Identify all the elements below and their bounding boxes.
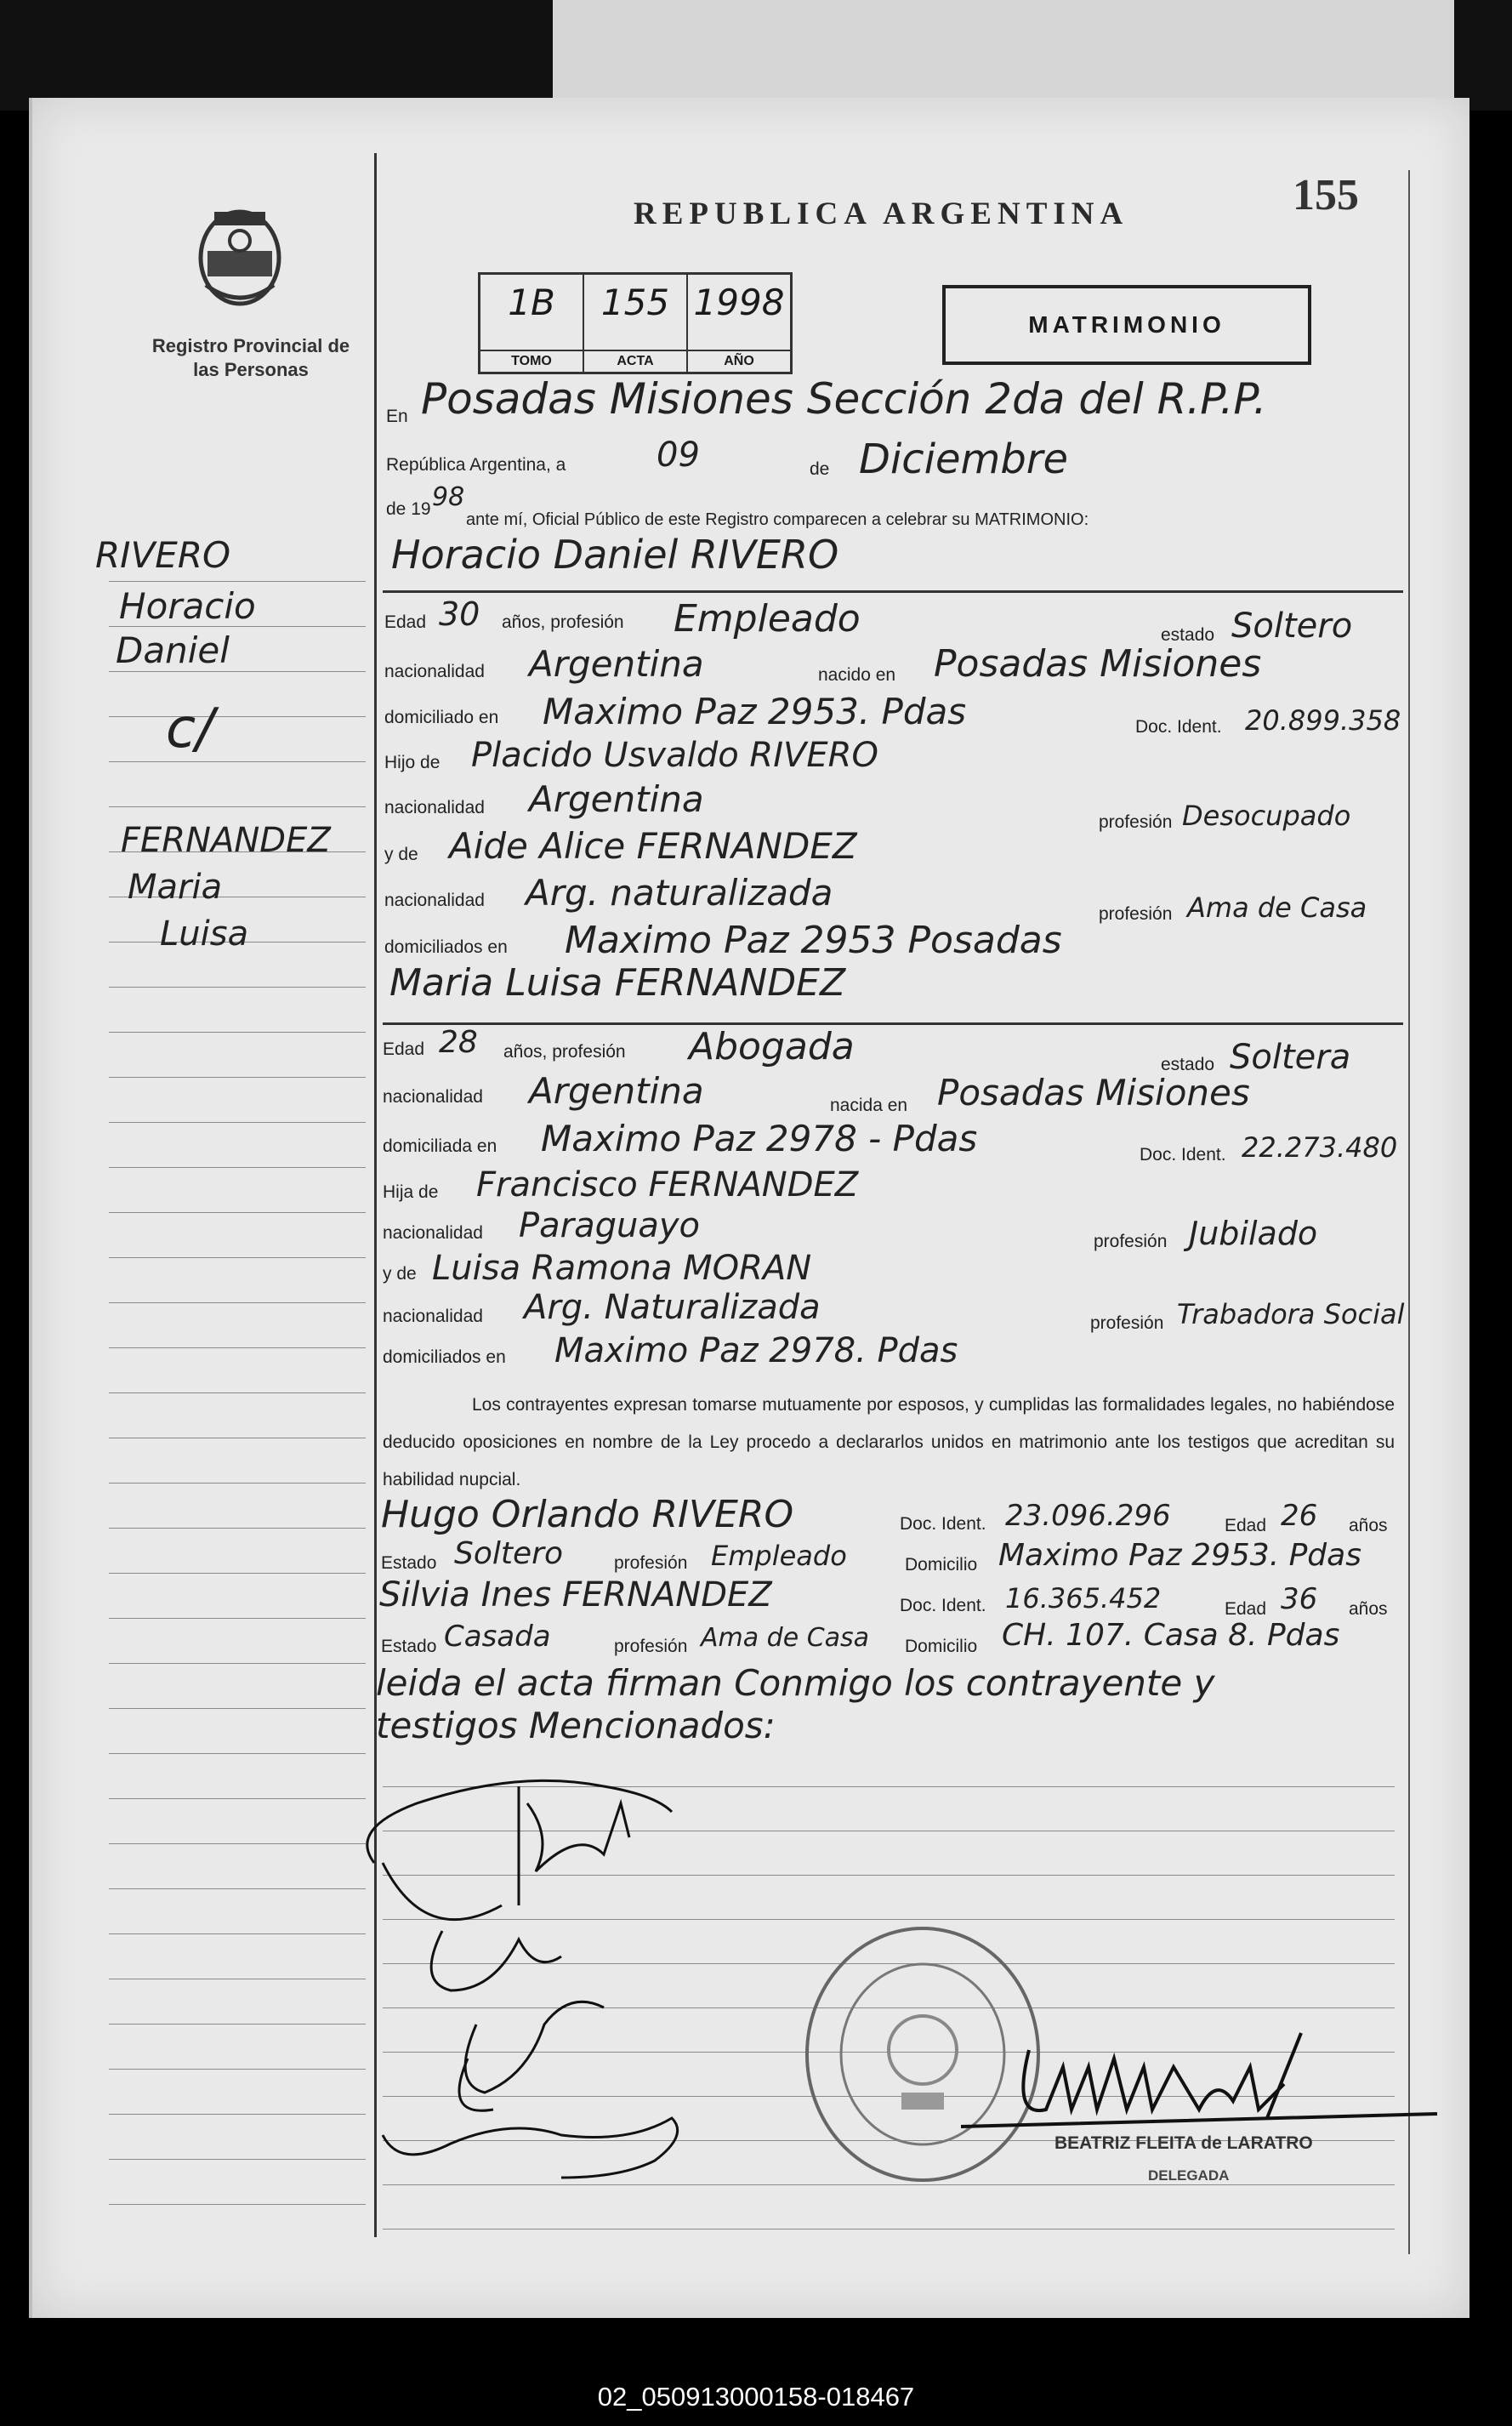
- ano-value: 1998: [693, 282, 785, 323]
- ruled-line: [109, 2204, 366, 2205]
- groom-nationality: Argentina: [529, 643, 704, 685]
- groom-profesion-label: años, profesión: [502, 612, 624, 632]
- ruled-line: [109, 1753, 366, 1754]
- witness2-edad-label: Edad: [1225, 1599, 1267, 1619]
- groom-mother-nationality: Arg. naturalizada: [526, 872, 833, 914]
- witness1-address: Maximo Paz 2953. Pdas: [998, 1538, 1361, 1573]
- groom-birthplace: Posadas Misiones: [934, 642, 1262, 686]
- bride-hija-label: Hija de: [383, 1182, 439, 1202]
- ruled-line: [109, 806, 366, 807]
- file-code: 02_050913000158-018467: [597, 2382, 915, 2412]
- bride-mother-profession: Trabadora Social: [1177, 1298, 1405, 1330]
- place-value: Posadas Misiones Sección 2da del R.P.P.: [421, 374, 1267, 424]
- coat-of-arms-icon: [189, 200, 291, 310]
- ruled-line: [109, 581, 366, 582]
- ruled-line: [109, 1573, 366, 1574]
- ruled-line: [109, 1077, 366, 1078]
- bride-father-profession: Jubilado: [1189, 1215, 1318, 1252]
- witness1-age: 26: [1281, 1499, 1318, 1533]
- declaration-text: Los contrayentes expresan tomarse mutuamente por esposos, y cumplidas las formalidades legales, no habiéndose deducido oposiciones en nombre de la Ley procedo a declararlos unidos en matrimonio ante los testigos que acreditan su habilidad nupcial.: [383, 1395, 1395, 1489]
- year-prefix: de 19: [386, 499, 431, 519]
- acta-cell: [584, 275, 688, 372]
- ruled-line: [109, 1933, 366, 1934]
- witness1-anos-label: años: [1349, 1516, 1388, 1535]
- groom-mother-profession: Ama de Casa: [1187, 891, 1367, 924]
- record-type-box: MATRIMONIO: [942, 285, 1311, 365]
- ruled-line: [383, 2229, 1395, 2230]
- section-divider: [383, 590, 1403, 593]
- witness2-address: CH. 107. Casa 8. Pdas: [1002, 1618, 1340, 1653]
- year-suffix: 98: [432, 482, 465, 512]
- groom-address: Maximo Paz 2953. Pdas: [543, 691, 967, 732]
- tomo-value: 1B: [508, 282, 555, 323]
- witness2-profession: Ama de Casa: [701, 1623, 870, 1653]
- margin-bride-name-1: Maria: [128, 868, 223, 907]
- paper-background: [553, 0, 1454, 102]
- bride-full-name: Maria Luisa FERNANDEZ: [389, 961, 846, 1005]
- groom-father-prof-label: profesión: [1099, 812, 1173, 832]
- right-rule: [1408, 170, 1410, 2254]
- witness1-doc: 23.096.296: [1005, 1499, 1171, 1533]
- bride-profesion-label: años, profesión: [503, 1042, 626, 1062]
- ruled-line: [109, 716, 366, 717]
- bride-doc-label: Doc. Ident.: [1140, 1145, 1226, 1165]
- witness2-civil-status: Casada: [444, 1620, 551, 1654]
- bride-civil-status: Soltera: [1230, 1038, 1351, 1077]
- bride-age: 28: [439, 1025, 478, 1060]
- acta-label: ACTA: [584, 350, 686, 372]
- ruled-line: [109, 1302, 366, 1303]
- groom-father: Placido Usvaldo RIVERO: [471, 736, 878, 775]
- intro-statement: ante mí, Oficial Público de este Registro comparecen a celebrar su MATRIMONIO:: [466, 510, 1089, 529]
- groom-estado-label: estado: [1161, 625, 1215, 645]
- ruled-line: [109, 987, 366, 988]
- bride-domicilio-label: domiciliada en: [383, 1136, 497, 1156]
- day-value: 09: [657, 436, 700, 475]
- closing-line-1: leida el acta firman Conmigo los contrayente y: [376, 1662, 1215, 1704]
- republica-label: República Argentina, a: [386, 455, 566, 475]
- bride-nacionalidad-label: nacionalidad: [383, 1087, 483, 1107]
- ruled-line: [109, 1167, 366, 1168]
- ruled-line: [109, 2024, 366, 2025]
- bride-mother: Luisa Ramona MORAN: [432, 1249, 812, 1288]
- margin-bride-name-2: Luisa: [160, 914, 249, 954]
- bride-parents-dom-label: domiciliados en: [383, 1347, 506, 1367]
- witness2-anos-label: años: [1349, 1599, 1388, 1619]
- witness1-civil-status: Soltero: [454, 1536, 563, 1571]
- groom-edad-label: Edad: [384, 612, 427, 632]
- groom-parents-dom-label: domiciliados en: [384, 937, 508, 957]
- margin-groom-surname: RIVERO: [95, 534, 231, 576]
- groom-mother: Aide Alice FERNANDEZ: [449, 825, 857, 867]
- bride-yde-label: y de: [383, 1264, 417, 1284]
- ruled-line: [109, 1663, 366, 1664]
- witness1-name: Hugo Orlando RIVERO: [381, 1493, 794, 1536]
- groom-yde-label: y de: [384, 845, 418, 864]
- officer-title: DELEGADA: [1148, 2167, 1230, 2184]
- groom-mother-prof-label: profesión: [1099, 904, 1173, 924]
- bride-father-prof-label: profesión: [1094, 1232, 1168, 1251]
- groom-hijo-label: Hijo de: [384, 753, 441, 772]
- bride-profession: Abogada: [689, 1025, 855, 1068]
- bride-address: Maximo Paz 2978 - Pdas: [541, 1118, 978, 1159]
- witness2-dom-label: Domicilio: [905, 1637, 978, 1656]
- ano-label: AÑO: [688, 350, 790, 372]
- folio-number: 155: [1293, 171, 1359, 219]
- bride-parents-address: Maximo Paz 2978. Pdas: [554, 1331, 958, 1370]
- de-label: de: [810, 459, 830, 479]
- ruled-line: [109, 1392, 366, 1393]
- witness2-prof-label: profesión: [614, 1637, 688, 1656]
- officer-signature: [961, 2016, 1446, 2144]
- section-divider-2: [383, 1022, 1403, 1025]
- witness1-dom-label: Domicilio: [905, 1555, 978, 1575]
- bride-estado-label: estado: [1161, 1055, 1215, 1074]
- ruled-line: [109, 1257, 366, 1258]
- bride-father-nac-label: nacionalidad: [383, 1223, 483, 1243]
- bride-nationality: Argentina: [529, 1070, 704, 1112]
- registry-name: Registro Provincial de las Personas: [151, 335, 350, 380]
- witness1-prof-label: profesión: [614, 1553, 688, 1573]
- groom-nacionalidad-label: nacionalidad: [384, 662, 485, 681]
- bride-edad-label: Edad: [383, 1039, 425, 1059]
- witness2-name: Silvia Ines FERNANDEZ: [379, 1575, 772, 1614]
- witness1-profession: Empleado: [711, 1540, 847, 1572]
- groom-doc-label: Doc. Ident.: [1135, 717, 1222, 737]
- witness2-age: 36: [1281, 1582, 1318, 1616]
- bride-father-nationality: Paraguayo: [519, 1206, 700, 1245]
- groom-father-nationality: Argentina: [529, 778, 704, 820]
- ano-cell: [688, 275, 790, 372]
- margin-bride-surname: FERNANDEZ: [121, 821, 331, 860]
- ruled-line: [109, 1888, 366, 1889]
- ruled-line: [109, 1528, 366, 1529]
- groom-domicilio-label: domiciliado en: [384, 708, 499, 727]
- bride-mother-prof-label: profesión: [1090, 1313, 1164, 1333]
- closing-line-2: testigos Mencionados:: [376, 1705, 776, 1746]
- bride-birthplace: Posadas Misiones: [937, 1072, 1250, 1113]
- witness2-estado-label: Estado: [381, 1637, 437, 1656]
- ruled-line: [109, 1618, 366, 1619]
- groom-age: 30: [439, 595, 480, 633]
- tomo-label: TOMO: [480, 350, 583, 372]
- ruled-line: [109, 761, 366, 762]
- margin-groom-name-2: Daniel: [116, 629, 230, 671]
- bride-doc: 22.273.480: [1242, 1131, 1398, 1164]
- witness1-doc-label: Doc. Ident.: [900, 1514, 986, 1534]
- ruled-line: [109, 2069, 366, 2070]
- ruled-line: [109, 1122, 366, 1123]
- witness2-doc: 16.365.452: [1005, 1582, 1162, 1614]
- groom-profession: Empleado: [674, 597, 861, 641]
- ruled-line: [109, 2114, 366, 2115]
- acta-value: 155: [600, 282, 670, 323]
- ruled-line: [109, 1032, 366, 1033]
- groom-father-nac-label: nacionalidad: [384, 798, 485, 817]
- witness2-doc-label: Doc. Ident.: [900, 1596, 986, 1615]
- ruled-line: [109, 1798, 366, 1799]
- ruled-line: [109, 1483, 366, 1484]
- bride-mother-nationality: Arg. Naturalizada: [524, 1288, 821, 1327]
- groom-mother-nac-label: nacionalidad: [384, 891, 485, 910]
- acta-reference-box: [478, 272, 793, 374]
- witness1-edad-label: Edad: [1225, 1516, 1267, 1535]
- ruled-line: [109, 1708, 366, 1709]
- document-page: [29, 98, 1469, 2318]
- ruled-line: [109, 1843, 366, 1844]
- bride-nacida-label: nacida en: [830, 1096, 908, 1115]
- witness1-estado-label: Estado: [381, 1553, 437, 1573]
- ruled-line: [109, 1212, 366, 1213]
- groom-parents-address: Maximo Paz 2953 Posadas: [565, 919, 1062, 962]
- signatures-signature: [349, 1735, 706, 2212]
- ruled-line: [109, 2159, 366, 2160]
- groom-civil-status: Soltero: [1231, 606, 1353, 646]
- month-value: Diciembre: [859, 436, 1069, 483]
- margin-groom-name-1: Horacio: [119, 585, 256, 627]
- country-heading: REPUBLICA ARGENTINA: [634, 196, 1129, 231]
- bride-mother-nac-label: nacionalidad: [383, 1307, 483, 1326]
- groom-full-name: Horacio Daniel RIVERO: [391, 532, 839, 578]
- ruled-line: [109, 1347, 366, 1348]
- officer-name: BEATRIZ FLEITA de LARATRO: [1054, 2133, 1313, 2153]
- tomo-cell: [480, 275, 584, 372]
- groom-father-profession: Desocupado: [1182, 800, 1351, 832]
- bride-father: Francisco FERNANDEZ: [476, 1165, 859, 1204]
- margin-connector: c/: [166, 698, 214, 760]
- groom-nacido-label: nacido en: [818, 665, 896, 685]
- groom-doc: 20.899.358: [1245, 704, 1401, 737]
- en-label: En: [386, 407, 408, 426]
- ruled-line: [109, 671, 366, 672]
